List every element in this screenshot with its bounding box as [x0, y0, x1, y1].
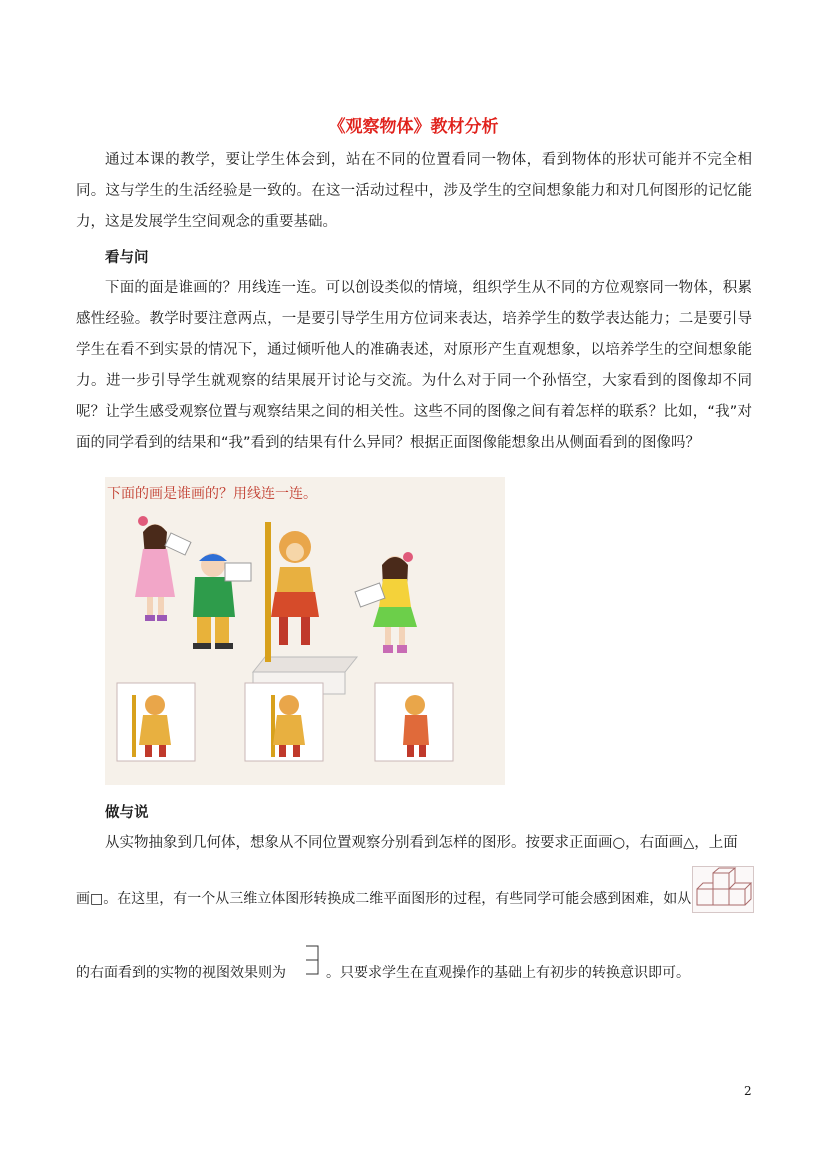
- girl-left-figure: [135, 516, 191, 621]
- figure-caption: 下面的画是谁画的？用线连一连。: [107, 486, 317, 502]
- view-frame-2: [245, 683, 323, 761]
- do-say-text3a: 的右面看到的实物的视图效果则为: [76, 965, 286, 981]
- look-ask-text: 下面的面是谁画的？用线连一连。可以创设类似的情境，组织学生从不同的方位观察同一物体，积累感性经验。教学时要注意两点，一是要引导学生用方位词来表达，培养学生的数学表达能力；二是要引导学生在看不到实景的情况下，通过倾听他人的准确表述，对原形产生直观想象，以培养学生的空间想象能力。进一步引导学生就观察的结果展开讨论与交流。为什么对于同一个孙悟空，大家看到的图像却不同呢？让学生感受观察位置与观察结果之间的相关性。这些不同的图像之间有着怎样的联系？比如，“我”对面的同学看到的结果和“我”看到的结果有什么异同？根据正面图像能想象出从侧面看到的图像吗？: [76, 280, 752, 451]
- girl-right-figure: [355, 552, 417, 653]
- do-say-line3: [76, 962, 690, 982]
- do-say-text1: 从实物抽象到几何体，想象从不同位置观察分别看到怎样的图形。按要求正面画○，右面画△，上面: [105, 835, 738, 851]
- illustration-drawing: [105, 477, 505, 785]
- textbook-illustration: [105, 477, 505, 785]
- do-say-line1: [76, 828, 752, 859]
- cubes-drawing: [693, 867, 753, 912]
- page-title: 《观察物体》教材分析: [328, 117, 499, 137]
- cubes-image: [692, 866, 754, 913]
- page-number: 2: [744, 1084, 752, 1098]
- intro-paragraph: [76, 145, 752, 238]
- section-heading-do-say: 做与说: [105, 805, 149, 821]
- section-heading-look-ask: 看与问: [105, 250, 149, 266]
- view-frame-1: [117, 683, 195, 761]
- look-ask-paragraph: [76, 273, 752, 459]
- right-view-image: [302, 944, 322, 976]
- intro-text: 通过本课的教学，要让学生体会到，站在不同的位置看同一物体，看到物体的形状可能并不完全相同。这与学生的生活经验是一致的。在这一活动过程中，涉及学生的空间想象能力和对几何图形的记忆能力，这是发展学生空间观念的重要基础。: [76, 152, 752, 230]
- right-view-drawing: [302, 944, 322, 976]
- view-frame-3: [375, 683, 453, 761]
- do-say-line2: 画□。在这里，有一个从三维立体图形转换成二维平面图形的过程，有些同学可能会感到困难，如从: [76, 891, 692, 907]
- boy-figure: [193, 553, 251, 649]
- do-say-text3b: 。只要求学生在直观操作的基础上有初步的转换意识即可。: [326, 965, 690, 981]
- monkey-king-figure: [253, 522, 357, 694]
